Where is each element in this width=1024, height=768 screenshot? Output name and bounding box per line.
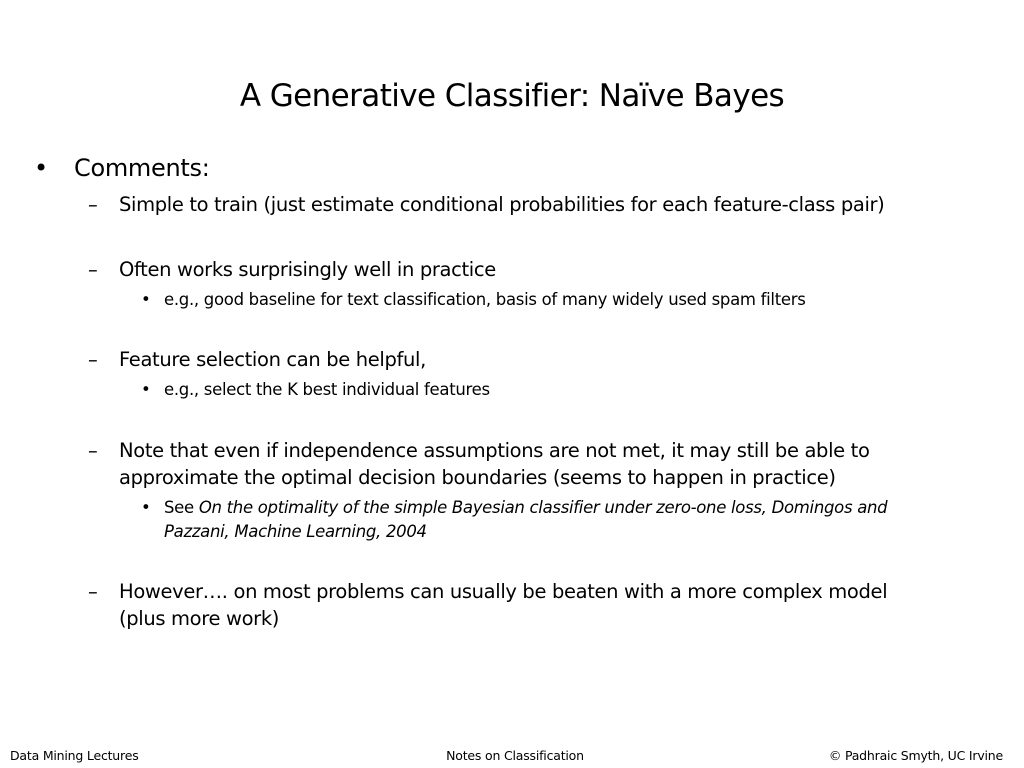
dash-marker: – [88, 258, 98, 281]
sub-item-baseline: e.g., good baseline for text classification, basis of many widely used spam filters [164, 290, 806, 309]
sub-item-citation-line1 [164, 496, 887, 520]
sub-bullet-marker: • [141, 380, 151, 399]
slide-title: A Generative Classifier: Naïve Bayes [239, 78, 785, 114]
sub-bullet-marker: • [141, 498, 151, 517]
sub-item-k-best: e.g., select the K best individual features [164, 380, 490, 399]
footer-right: © Padhraic Smyth, UC Irvine [828, 748, 1003, 763]
dash-marker: – [88, 580, 98, 603]
dash-marker: – [88, 193, 98, 216]
citation-reference-continued: Pazzani, Machine Learning, 2004 [164, 522, 427, 541]
dash-marker: – [88, 439, 98, 462]
sub-bullet-marker: • [141, 290, 151, 309]
item-works-well: Often works surprisingly well in practice [119, 258, 496, 281]
sub-item-citation-line2 [164, 520, 427, 544]
citation-prefix: See [164, 498, 194, 517]
footer-center: Notes on Classification [446, 748, 584, 763]
item-independence-line2: approximate the optimal decision boundaries (seems to happen in practice) [119, 466, 836, 489]
citation-reference: On the optimality of the simple Bayesian classifier under zero-one loss, Domingos and [198, 498, 888, 517]
item-however-line2: (plus more work) [119, 607, 280, 630]
dash-marker: – [88, 348, 98, 371]
item-however-line1: However…. on most problems can usually be beaten with a more complex model [119, 580, 888, 603]
item-feature-selection: Feature selection can be helpful, [119, 348, 426, 371]
footer-left: Data Mining Lectures [10, 748, 139, 763]
bullet-text-comments: Comments: [74, 154, 210, 182]
bullet-marker: • [34, 154, 48, 182]
item-simple-to-train: Simple to train (just estimate conditional probabilities for each feature-class pair) [119, 193, 885, 216]
item-independence-line1: Note that even if independence assumptions are not met, it may still be able to [119, 439, 870, 462]
